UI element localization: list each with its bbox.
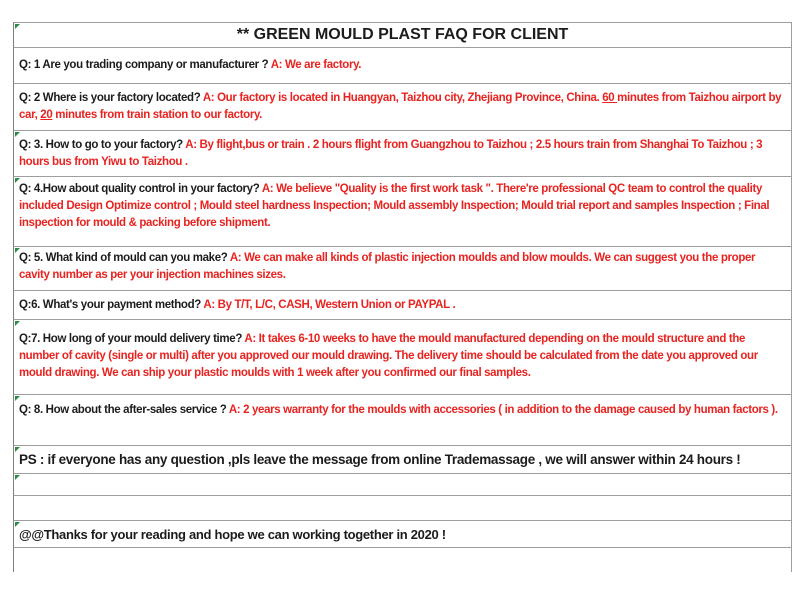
cell-corner-marker-icon <box>15 522 20 527</box>
faq-row-q2 <box>13 84 792 131</box>
page-title: ** GREEN MOULD PLAST FAQ FOR CLIENT <box>236 26 569 43</box>
text-segment: Q: 8. How about the after-sales service ? <box>19 404 229 416</box>
faq-row-q5 <box>13 247 792 291</box>
faq-title-row <box>13 22 792 48</box>
faq-row-text <box>19 333 758 379</box>
text-segment: A: We can make all kinds of plastic injection moulds and blow moulds. We can suggest you the proper cavity number as per your injection machines sizes. <box>19 252 756 281</box>
cell-corner-marker-icon <box>15 248 20 253</box>
faq-row-q6 <box>13 291 792 320</box>
faq-row-q1 <box>13 48 792 84</box>
text-segment: minutes from train station to our factory. <box>52 109 263 121</box>
cell-corner-marker-icon <box>15 24 20 29</box>
text-segment: A: We are factory. <box>270 59 362 71</box>
text-segment: PS : if everyone has any question ,pls leave the message from online Trademassage , we will answer within 24 hours ! <box>19 452 741 467</box>
faq-row-text <box>19 527 446 542</box>
text-segment: A: It takes 6-10 weeks to have the mould manufactured depending on the mould structure and the number of cavity (single or multi) after you approved our mould drawing. The delivery time should be calculated from the date you approved our mould drawing. We can ship your plastic moulds with 1 week after you confirmed our final samples. <box>19 333 758 379</box>
empty-row <box>13 496 792 521</box>
text-segment: Q: 5. What kind of mould can you make? <box>19 252 230 264</box>
faq-row-text <box>19 139 762 168</box>
faq-row-thanks <box>13 521 792 548</box>
text-segment: Q: 4.How about quality control in your factory? <box>19 183 262 195</box>
faq-row-ps <box>13 446 792 474</box>
text-segment: 60 <box>602 92 618 104</box>
text-segment: 20 <box>40 109 53 121</box>
text-segment: A: Our factory is located in Huangyan, Taizhou city, Zhejiang Province, China. <box>202 92 603 104</box>
text-segment: A: We believe "Quality is the first work task ". There're professional QC team to control the quality included Design Optimize control ; Mould steel hardness Inspection; Mould assembly Inspection; Mould trial report and samples Inspection ; Final inspection for mould & packing before shipment. <box>19 183 770 229</box>
faq-row-q4 <box>13 177 792 247</box>
empty-row <box>13 474 792 496</box>
text-segment: A: By T/T, L/C, CASH, Western Union or PAYPAL . <box>203 299 456 311</box>
cell-corner-marker-icon <box>15 321 20 326</box>
text-segment: A: 2 years warranty for the moulds with accessories ( in addition to the damage caused by human factors ). <box>228 404 778 416</box>
cell-corner-marker-icon <box>15 475 20 480</box>
text-segment: Q: 1 Are you trading company or manufacturer ? <box>19 59 271 71</box>
text-segment: minutes from Taizhou airport by car, <box>19 92 782 121</box>
faq-row-text <box>19 299 455 311</box>
faq-row-text <box>19 92 781 121</box>
faq-row-q7 <box>13 320 792 395</box>
cell-corner-marker-icon <box>15 132 20 137</box>
faq-sheet <box>13 22 792 572</box>
cell-corner-marker-icon <box>15 178 20 183</box>
empty-row-partial <box>13 548 792 572</box>
cell-corner-marker-icon <box>15 396 20 401</box>
faq-row-text <box>19 59 361 71</box>
text-segment: Q: 3. How to go to your factory? <box>19 139 186 151</box>
faq-row-q3 <box>13 131 792 177</box>
faq-row-text <box>19 183 769 229</box>
faq-row-text <box>19 404 778 416</box>
faq-row-text <box>19 452 740 467</box>
text-segment: A: By flight,bus or train . 2 hours flight from Guangzhou to Taizhou ; 2.5 hours train from Shanghai To Taizhou ; 3 hours bus from Yiwu to Taizhou . <box>19 139 763 168</box>
faq-row-q8 <box>13 395 792 446</box>
faq-row-text <box>19 252 755 281</box>
text-segment: Q:7. How long of your mould delivery time? <box>19 333 245 345</box>
text-segment: @@Thanks for your reading and hope we can working together in 2020 ! <box>19 527 446 542</box>
cell-corner-marker-icon <box>15 447 20 452</box>
text-segment: Q:6. What's your payment method? <box>19 299 204 311</box>
text-segment: Q: 2 Where is your factory located? <box>19 92 203 104</box>
